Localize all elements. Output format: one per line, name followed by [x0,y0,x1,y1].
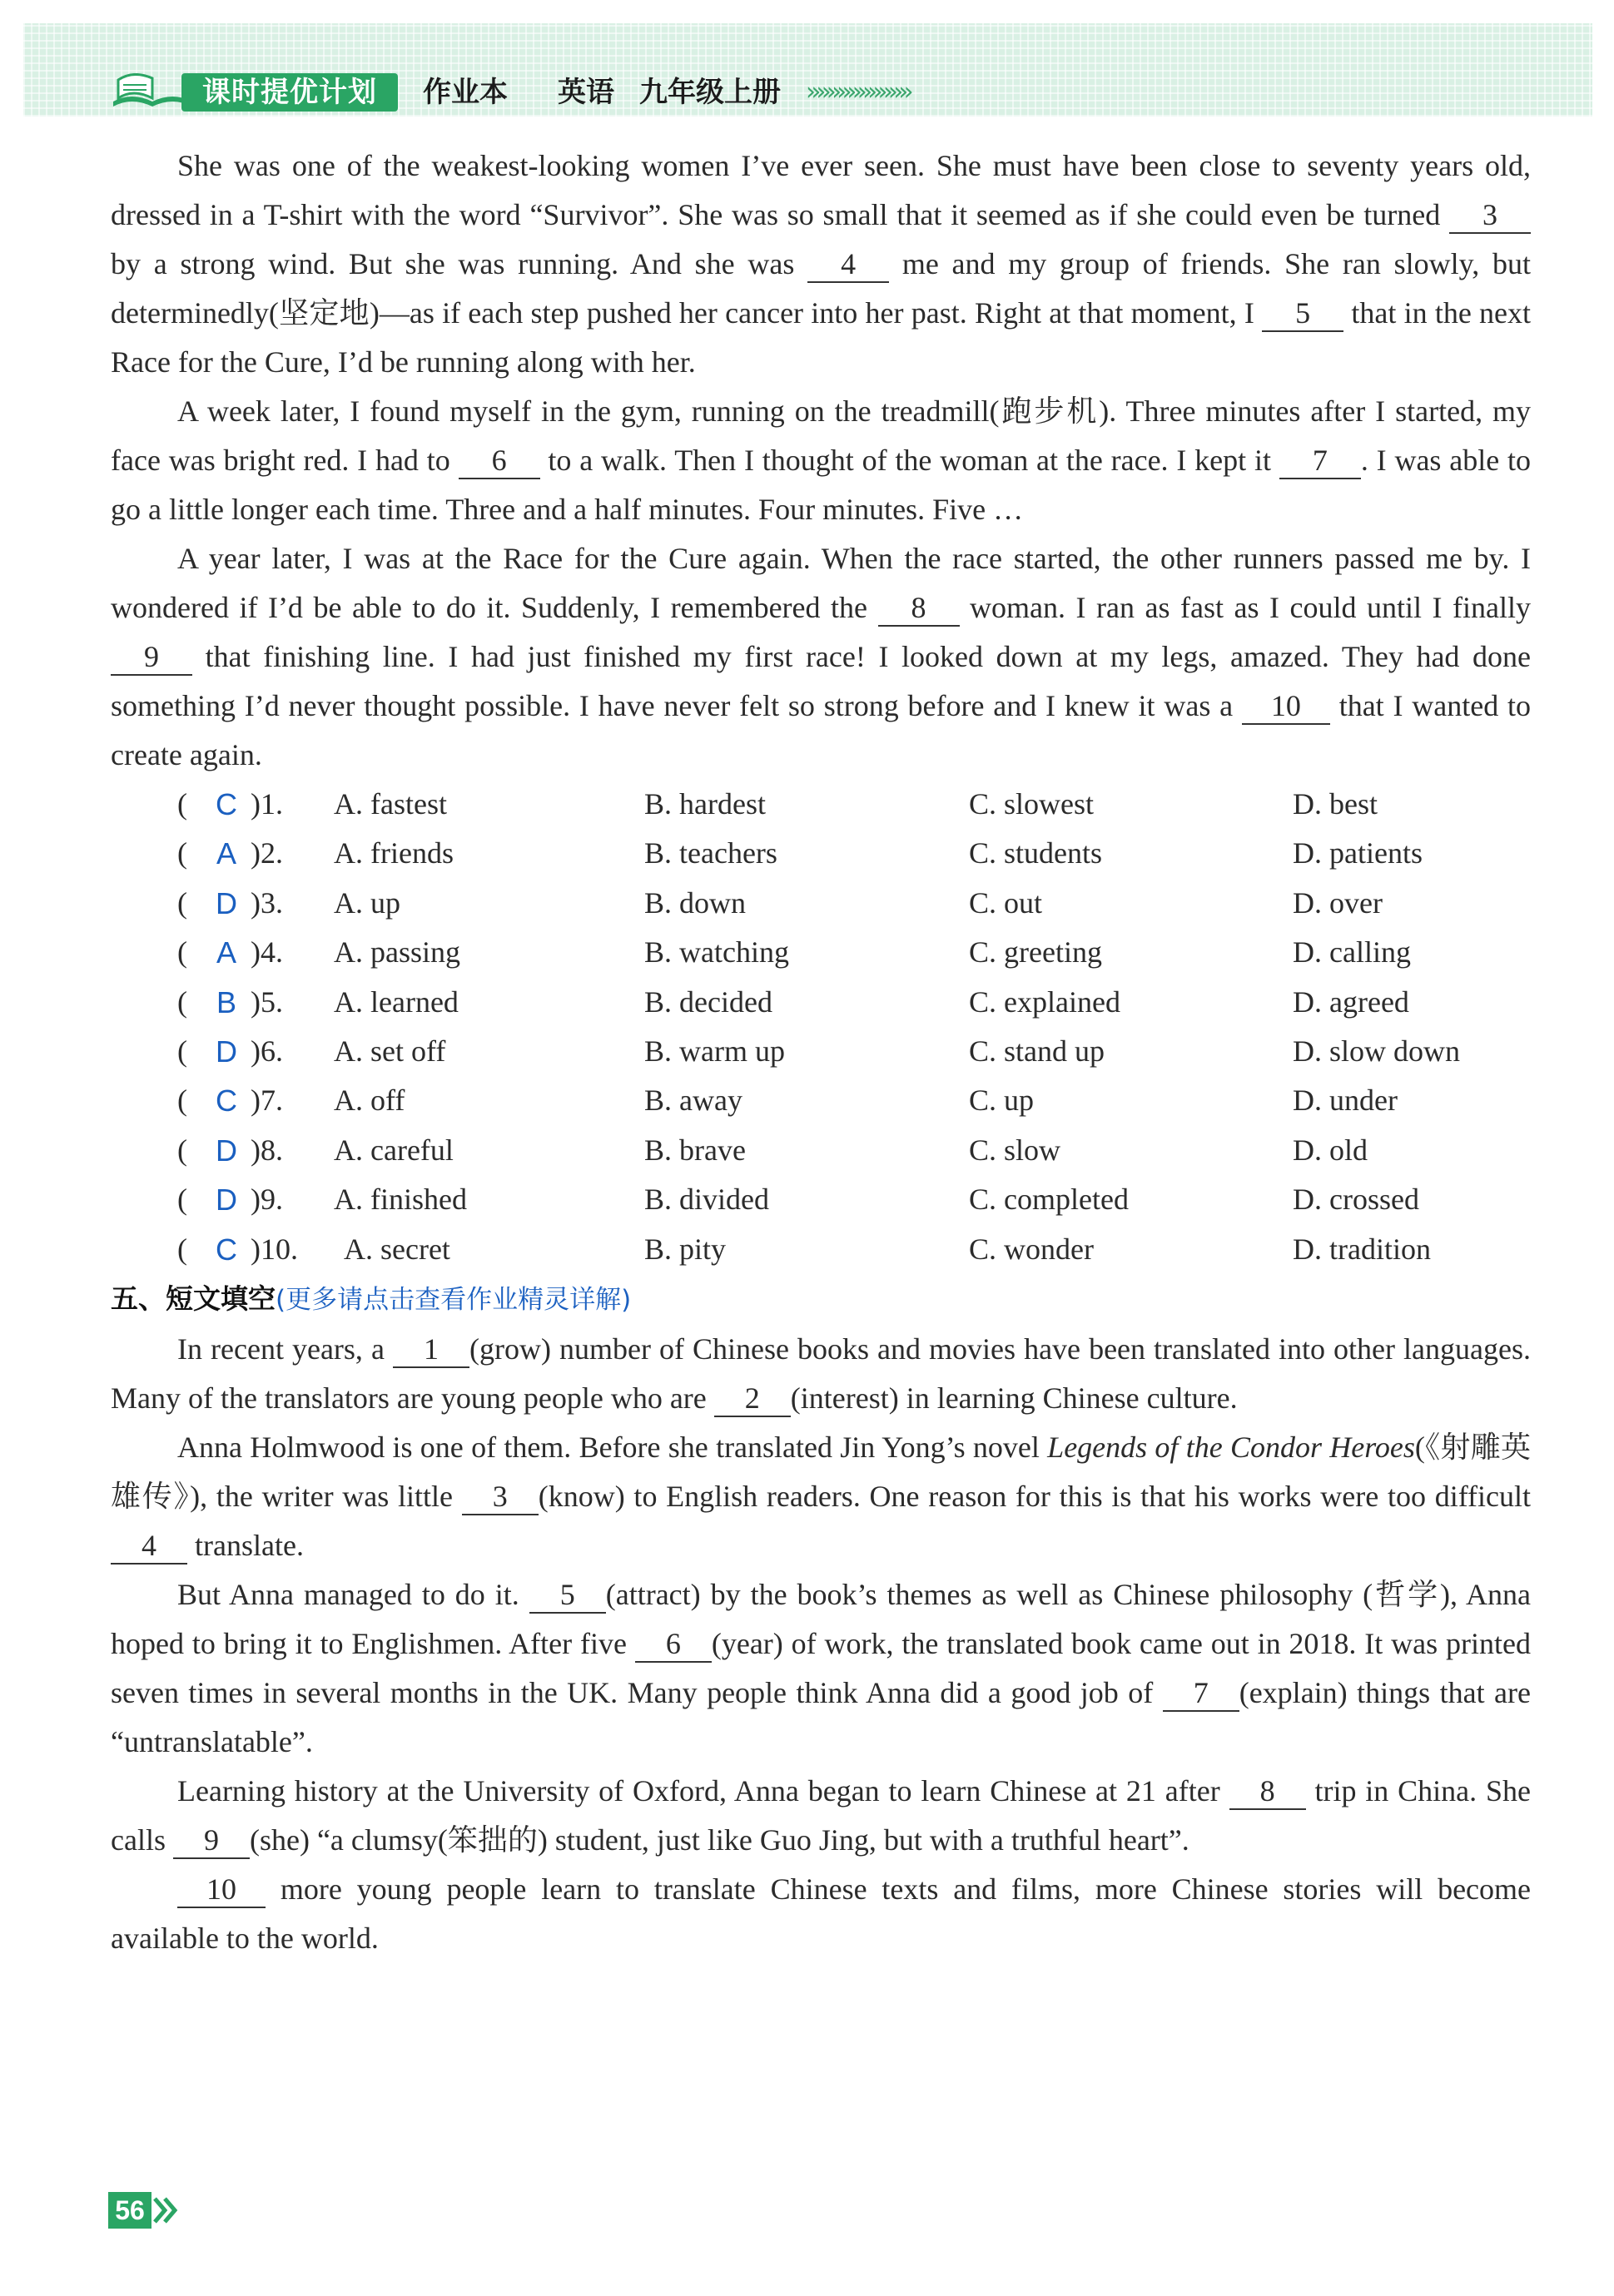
option-c: C. up [969,1084,1035,1118]
option-a: A. careful [334,1133,454,1167]
option-d: D. crossed [1293,1183,1419,1217]
page-number: 56 [108,2192,151,2229]
fill-paragraph-4: Learning history at the University of Oxford, Anna began to learn Chinese at 21 after 8 trip in China. She calls 9 (she) “a clumsy(笨拙的) student, just like Guo Jing, but with a truthful heart”. [111,1767,1531,1865]
blank-3: 3 [1449,197,1531,234]
question-row: ( C )7. A. off B. away C. up D. under [111,1076,1531,1125]
fill-paragraph-3: But Anna managed to do it. 5 (attract) by the book’s themes as well as Chinese philosophy (哲学), Anna hoped to bring it to Englishmen. After five 6 (year) of work, the translated book came out in 2018. It was printed seven times in several months in the UK. Many people think Anna did a good job of 7 (explain) things that are “untranslatable”. [111,1577,1531,1758]
option-b: B. hardest [644,787,766,821]
series-logo: 课时提优计划 [181,73,398,112]
subject-label: 英语 [558,76,614,109]
blank-9: 9 [173,1822,250,1859]
answer-mark: D [216,885,237,920]
option-a: A. friends [334,836,454,870]
option-c: C. out [969,885,1043,920]
option-a: A. learned [334,984,459,1019]
option-d: D. patients [1293,836,1423,870]
blank-7: 7 [1163,1675,1239,1712]
question-row: ( D )3. A. up B. down C. out D. over [111,879,1531,928]
answer-mark: B [216,984,236,1019]
question-row: ( D )9. A. finished B. divided C. completed D. crossed [111,1175,1531,1224]
option-c: C. explained [969,984,1120,1019]
blank-4: 4 [111,1528,187,1565]
book-title: Legends of the Condor Heroes [1047,1430,1415,1464]
blank-9: 9 [111,639,192,676]
blank-10: 10 [177,1872,266,1908]
option-c: C. students [969,836,1103,870]
option-d: D. agreed [1293,984,1409,1019]
option-c: C. wonder [969,1232,1094,1266]
section-five-title: 五、短文填空(更多请点击查看作业精灵详解) [111,1282,632,1315]
option-a: A. off [334,1084,405,1118]
question-row: ( C )1. A. fastest B. hardest C. slowest D. best [111,780,1531,829]
option-b: B. warm up [644,1034,785,1068]
option-b: B. watching [644,935,789,969]
blank-5: 5 [529,1577,606,1614]
answer-mark: C [216,1084,237,1118]
answer-mark: C [216,787,237,821]
option-c: C. greeting [969,935,1102,969]
option-a: A. finished [334,1183,467,1217]
page-number-arrow-icon [151,2192,180,2229]
option-d: D. under [1293,1084,1398,1118]
book-type-label: 作业本 [423,76,508,109]
option-a: A. passing [334,935,460,969]
question-row: ( D )6. A. set off B. warm up C. stand up D. slow down [111,1027,1531,1076]
fill-paragraph-1: In recent years, a 1 (grow) number of Chinese books and movies have been translated into other languages. Many of the translators are young people who are 2 (interest) in learning Chinese culture. [111,1325,1531,1423]
option-d: D. tradition [1293,1232,1431,1266]
answer-mark: D [216,1133,237,1168]
option-b: B. teachers [644,836,777,870]
answer-mark: D [216,1183,237,1217]
page-content [111,141,1531,1963]
option-a: A. set off [334,1034,446,1068]
option-c: C. slowest [969,787,1095,821]
option-b: B. divided [644,1183,769,1217]
blank-8: 8 [1229,1773,1306,1810]
blank-1: 1 [393,1331,469,1368]
fill-paragraph-2: Anna Holmwood is one of them. Before she translated Jin Yong’s novel Legends of the Condor Heroes(《射雕英雄传》), the writer was little 3 (know) to English readers. One reason for this is that his works were too difficult 4 translate. [111,1423,1531,1570]
option-d: D. over [1293,885,1383,920]
answer-mark: D [216,1034,237,1069]
blank-8: 8 [878,590,960,627]
question-row: ( D )8. A. careful B. brave C. slow D. old [111,1126,1531,1175]
option-d: D. old [1293,1133,1368,1167]
option-d: D. calling [1293,935,1411,969]
option-c: C. completed [969,1183,1129,1217]
blank-6: 6 [635,1626,712,1663]
question-row: ( B )5. A. learned B. decided C. explained D. agreed [111,978,1531,1027]
option-b: B. brave [644,1133,746,1167]
blank-5: 5 [1262,295,1343,332]
blank-6: 6 [459,443,540,479]
cloze-paragraph-2: A week later, I found myself in the gym, running on the treadmill(跑步机). Three minutes after I started, my face was bright red. I had to 6 to a walk. Then I thought of the woman at the race. I kept it 7 . I was able to go a little longer each time. Three and a half minutes. Four minutes. Five … [111,394,1532,526]
option-d: D. slow down [1293,1034,1461,1068]
grade-label: 九年级上册 [639,76,781,109]
cloze-paragraph-3: A year later, I was at the Race for the Cure again. When the race started, the other runners passed me by. I wondered if I’d be able to do it. Suddenly, I remembered the 8 woman. I ran as fast as I could until I finally 9 that finishing line. I had just finished my first race! I looked down at my legs, amazed. They had done something I’d never thought possible. I have never felt so strong before and I knew it was a 10 that I wanted to create again. [111,542,1532,771]
option-b: B. away [644,1084,742,1118]
question-row: ( A )2. A. friends B. teachers C. students D. patients [111,829,1531,878]
blank-10: 10 [1242,688,1330,725]
question-row: ( A )4. A. passing B. watching C. greeting D. calling [111,928,1531,977]
option-b: B. down [644,885,747,920]
answer-mark: C [216,1232,237,1267]
blank-7: 7 [1279,443,1361,479]
option-a: A. up [334,885,400,920]
header-arrows: »»»»»»»»»» [806,77,909,107]
option-b: B. pity [644,1232,727,1266]
fill-paragraph-5: 10 more young people learn to translate Chinese texts and films, more Chinese stories will become available to the world. [111,1872,1532,1955]
blank-3: 3 [462,1479,539,1515]
option-b: B. decided [644,984,772,1019]
blank-4: 4 [807,246,889,283]
option-c: C. slow [969,1133,1061,1167]
option-d: D. best [1293,787,1378,821]
cloze-options [111,780,1531,1274]
option-a: A. fastest [334,787,447,821]
option-c: C. stand up [969,1034,1105,1068]
option-a: A. secret [344,1232,450,1266]
more-details-link[interactable]: (更多请点击查看作业精灵详解) [276,1284,632,1315]
answer-mark: A [216,935,236,970]
cloze-paragraph-1: She was one of the weakest-looking women I’ve ever seen. She must have been close to seventy years old, dressed in a T-shirt with the word “Survivor”. She was so small that it seemed as if she could even be turned 3 by a strong wind. But she was running. And she was 4 me and my group of friends. She ran slowly, but determinedly(坚定地)—as if each step pushed her cancer into her past. Right at that moment, I 5 that in the next Race for the Cure, I’d be running along with her. [111,149,1532,379]
answer-mark: A [216,836,236,871]
question-row: ( C )10. A. secret B. pity C. wonder D. tradition [111,1225,1531,1274]
blank-2: 2 [714,1381,791,1417]
